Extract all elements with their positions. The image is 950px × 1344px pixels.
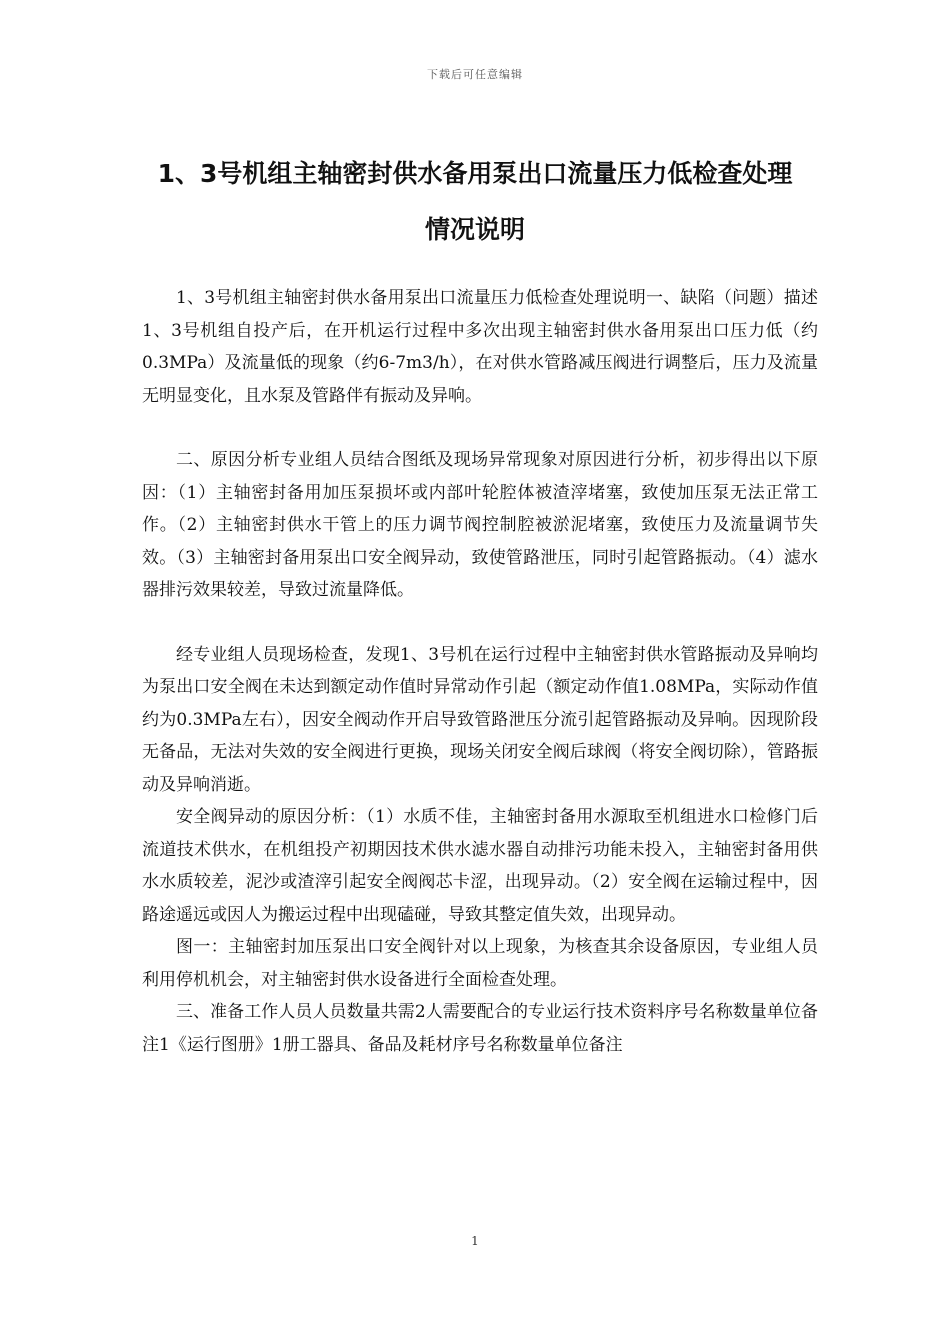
paragraph-inspection-findings: 经专业组人员现场检查，发现1、3号机在运行过程中主轴密封供水管路振动及异响均为泵出口安全阀在未达到额定动作值时异常动作引起（额定动作值1.08MPa，实际动作值约为0.3MPa左右），因安全阀动作开启导致管路泄压分流引起管路振动及异响。因现阶段无备品，无法对失效的安全阀进行更换，现场关闭安全阀后球阀（将安全阀切除），管路振动及异响消逝。 [142,644,818,795]
paragraph-figure-note: 图一：主轴密封加压泵出口安全阀针对以上现象，为核查其余设备原因，专业组人员利用停机机会，对主轴密封供水设备进行全面检查处理。 [142,937,818,990]
document-body [142,282,818,1061]
paragraph-defect-description: 1、3号机组主轴密封供水备用泵出口流量压力低检查处理说明一、缺陷（问题）描述1、3号机组自投产后，在开机运行过程中多次出现主轴密封供水备用泵出口压力低（约0.3MPa）及流量低的现象（约6-7m3/h），在对供水管路减压阀进行调整后，压力及流量无明显变化，且水泵及管路伴有振动及异响。 [142,288,818,406]
header-note: 下载后可任意编辑 [427,68,523,81]
title-line-1: 1、3号机组主轴密封供水备用泵出口流量压力低检查处理 [157,159,793,188]
title-line-2: 情况说明 [424,215,525,244]
paragraph-preparation: 三、准备工作人员人员数量共需2人需要配合的专业运行技术资料序号名称数量单位备注1《运行图册》1册工器具、备品及耗材序号名称数量单位备注 [142,1002,818,1055]
document-title [110,146,840,258]
paragraph-safety-valve-analysis: 安全阀异动的原因分析：（1）水质不佳，主轴密封备用水源取至机组进水口检修门后流道技术供水，在机组投产初期因技术供水滤水器自动排污功能未投入，主轴密封备用供水水质较差，泥沙或渣滓引起安全阀阀芯卡涩，出现异动。（2）安全阀在运输过程中，因路途遥远或因人为搬运过程中出现磕碰，导致其整定值失效，出现异动。 [142,807,818,925]
page-number: 1 [471,1234,479,1248]
paragraph-cause-analysis: 二、原因分析专业组人员结合图纸及现场异常现象对原因进行分析，初步得出以下原因：（1）主轴密封备用加压泵损坏或内部叶轮腔体被渣滓堵塞，致使加压泵无法正常工作。（2）主轴密封供水干管上的压力调节阀控制腔被淤泥堵塞，致使压力及流量调节失效。（3）主轴密封备用泵出口安全阀异动，致使管路泄压，同时引起管路振动。（4）滤水器排污效果较差，导致过流量降低。 [142,450,818,600]
